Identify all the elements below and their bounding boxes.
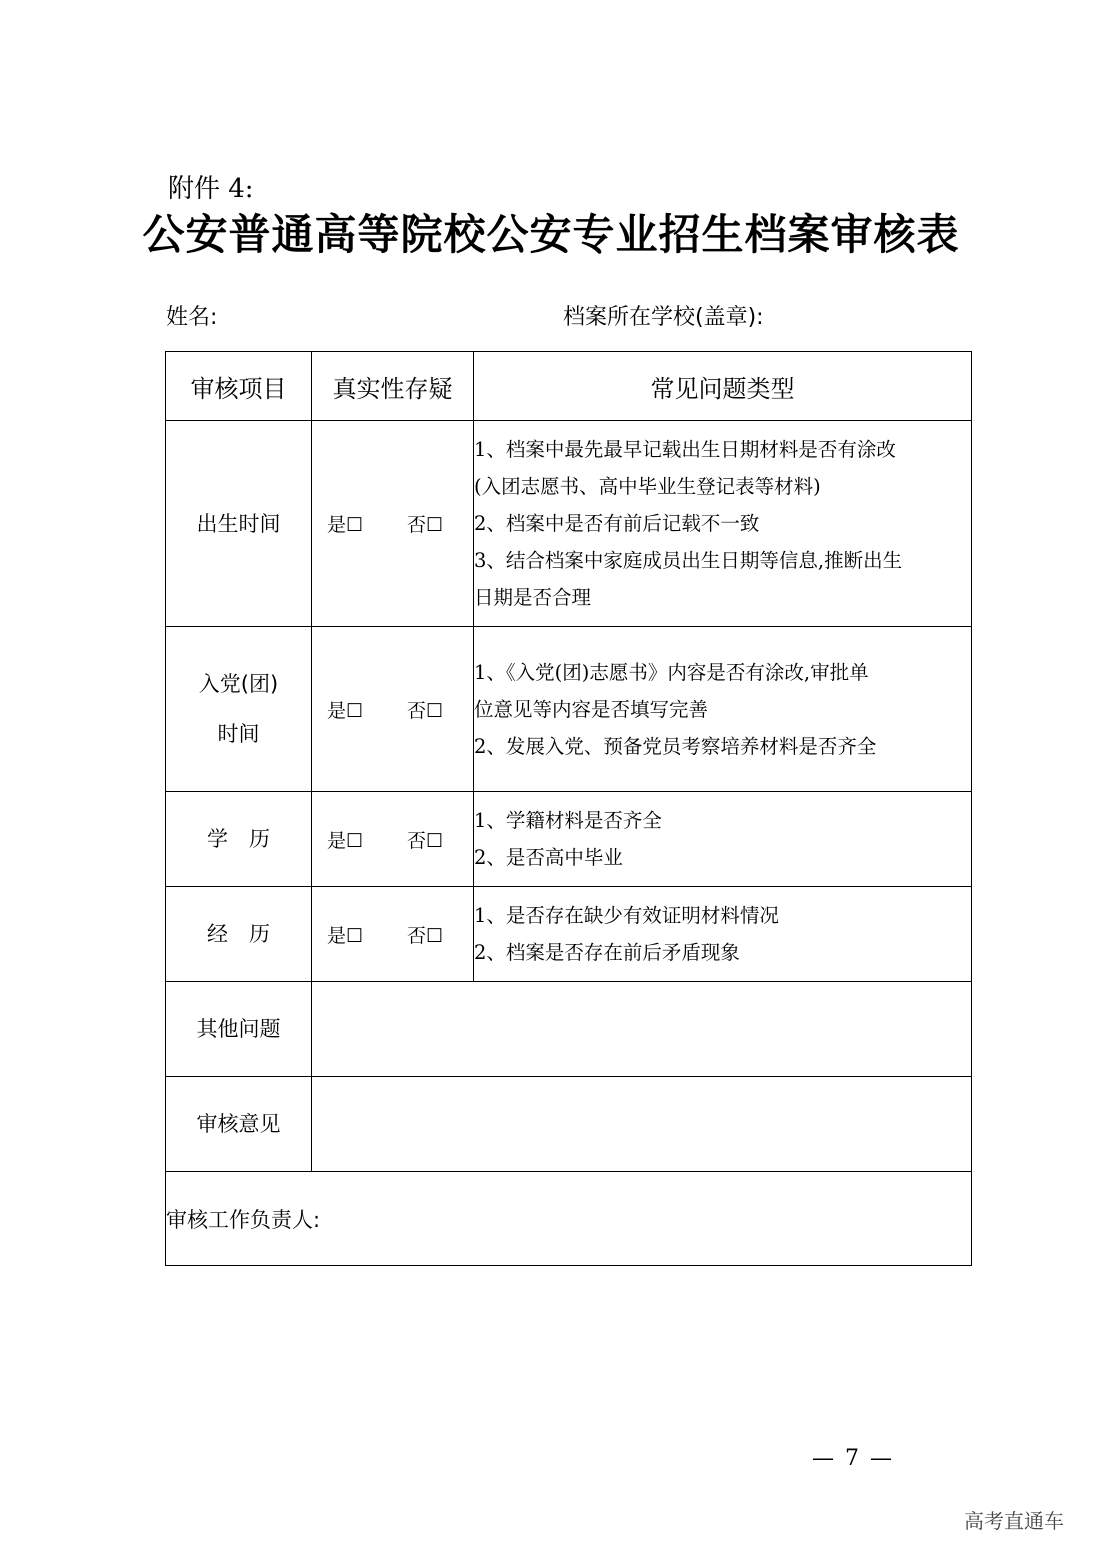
item-label [166, 627, 312, 792]
name-field-label: 姓名: [166, 305, 218, 330]
item-label [166, 421, 312, 627]
yes-checkbox[interactable]: 是☐ [327, 829, 364, 852]
school-stamp-label: 档案所在学校(盖章): [563, 305, 764, 330]
no-checkbox[interactable]: 否☐ [407, 699, 444, 722]
attachment-label: 附件 4: [168, 174, 254, 204]
item-label [166, 887, 312, 982]
issue-line: 3、结合档案中家庭成员出生日期等信息,推断出生 [474, 549, 903, 572]
header-review-item: 审核项目 [166, 352, 312, 421]
review-table [165, 351, 972, 1266]
authenticity-choice [312, 421, 474, 627]
issue-line: 1、是否存在缺少有效证明材料情况 [474, 904, 779, 927]
issue-line: 1、《入党(团)志愿书》内容是否有涂改,审批单 [474, 660, 869, 684]
issue-line: (入团志愿书、高中毕业生登记表等材料) [474, 475, 821, 498]
issue-list [474, 627, 972, 792]
yes-checkbox[interactable]: 是☐ [327, 514, 364, 536]
table-row-other-issues [166, 982, 972, 1077]
review-opinion-label: 审核意见 [166, 1077, 312, 1172]
page-number: — 7 — [812, 1446, 894, 1471]
review-opinion-field[interactable] [312, 1077, 972, 1172]
other-issues-label: 其他问题 [166, 982, 312, 1077]
issue-line: 2、档案是否存在前后矛盾现象 [474, 941, 740, 964]
issue-list [474, 421, 972, 627]
issue-list [474, 792, 972, 887]
item-label-line: 经 历 [207, 922, 270, 946]
issue-line: 2、发展入党、预备党员考察培养材料是否齐全 [474, 734, 877, 758]
responsible-person-label: 审核工作负责人: [166, 1207, 321, 1232]
item-label-line: 学 历 [207, 827, 270, 851]
issue-line: 日期是否合理 [474, 586, 592, 609]
table-row-opinion [166, 1077, 972, 1172]
issue-list [474, 887, 972, 982]
no-checkbox[interactable]: 否☐ [407, 514, 444, 536]
watermark-text: 高考直通车 [964, 1509, 1064, 1533]
item-label-line: 时间 [217, 722, 260, 746]
authenticity-choice [312, 792, 474, 887]
header-authenticity: 真实性存疑 [312, 352, 474, 421]
no-checkbox[interactable]: 否☐ [407, 924, 444, 947]
issue-line: 1、档案中最先最早记载出生日期材料是否有涂改 [474, 438, 896, 461]
authenticity-choice [312, 627, 474, 792]
header-common-issues: 常见问题类型 [474, 352, 972, 421]
other-issues-field[interactable] [312, 982, 972, 1077]
table-row-experience [166, 887, 972, 982]
item-label [166, 792, 312, 887]
table-row-birth-date [166, 421, 972, 627]
issue-line: 位意见等内容是否填写完善 [474, 697, 709, 721]
document-title: 公安普通高等院校公安专业招生档案审核表 [142, 210, 960, 259]
item-label-line: 出生时间 [196, 511, 281, 536]
yes-checkbox[interactable]: 是☐ [327, 924, 364, 947]
issue-line: 1、学籍材料是否齐全 [474, 809, 662, 832]
authenticity-choice [312, 887, 474, 982]
table-row-responsible [166, 1172, 972, 1266]
table-row-party-join-date [166, 627, 972, 792]
header-row [166, 352, 972, 421]
issue-line: 2、档案中是否有前后记载不一致 [474, 512, 760, 535]
table-row-education [166, 792, 972, 887]
issue-line: 2、是否高中毕业 [474, 846, 623, 869]
no-checkbox[interactable]: 否☐ [407, 829, 444, 852]
responsible-person-field[interactable] [166, 1172, 972, 1266]
item-label-line: 入党(团) [198, 672, 279, 696]
yes-checkbox[interactable]: 是☐ [327, 699, 364, 722]
